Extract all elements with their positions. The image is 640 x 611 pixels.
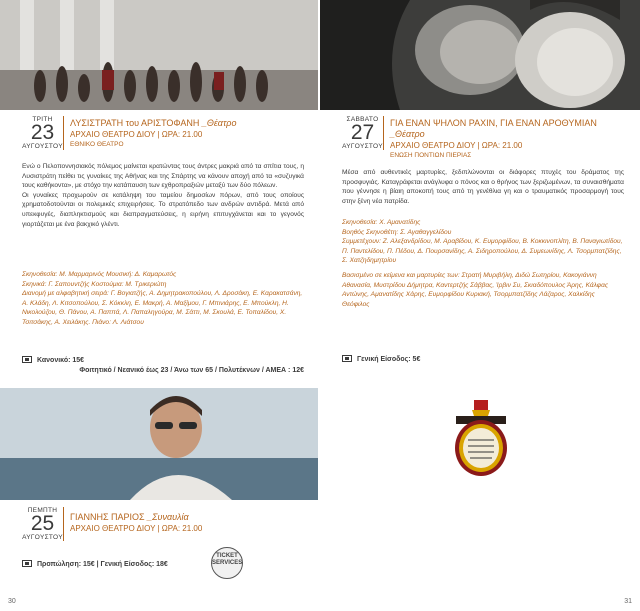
event2-date — [22, 507, 64, 541]
ticket-services-logo: TICKET SERVICES — [211, 547, 243, 579]
event1-ticket-regular: Κανονικό: 15€ — [36, 357, 85, 364]
event3-tickets — [342, 355, 542, 363]
event1-title-line — [70, 118, 310, 129]
event1-ticket-reduced: Φοιτητικό / Νεανικό έως 23 / Άνω των 65 / Πολυτέκνων / ΑΜΕΑ : 12€ — [79, 367, 304, 374]
refugee-illustration-photo — [320, 0, 640, 110]
event3-director: Σκηνοθεσία: Χ. Αμανατίδης — [342, 219, 421, 226]
event2-tickets — [22, 560, 212, 568]
event1-credits-line2: Σκηνικά: Γ. Σαπουντζής Κοστούμια: Μ. Τρικεριώτη — [22, 280, 167, 288]
event3-genre: _Θέατρο — [390, 129, 425, 139]
event3-company: ΕΝΩΣΗ ΠΟΝΤΙΩΝ ΠΙΕΡΙΑΣ — [390, 152, 472, 159]
refugee-illustration — [320, 0, 640, 110]
event2-title-line — [70, 512, 310, 523]
event3-description — [342, 168, 624, 206]
event3-credits — [342, 218, 624, 309]
event1-credits — [22, 270, 304, 328]
event2-dow: ΠΕΜΠΤΗ — [27, 507, 58, 514]
event1-genre: _Θέατρο — [201, 118, 237, 128]
event3-cast: Συμμετέχουν: Ζ. Αλεξανδρίδου, Μ. Αραβίδου, Κ. Ευμορφίδου, Β. Κοκκινοπλίτη, Β. Παναγιωτίδου, Π. Παντελίδου, Π. Πέδου, Δ. Πουρσανίδης, Α. Σιδηροπούλου, Δ. Συμεωνίδης, Λ. Τσορμπατζίδης, Σ. Χατζηδημητρίου — [342, 238, 623, 265]
event3-venue: ΑΡΧΑΙΟ ΘΕΑΤΡΟ ΔΙΟΥ | ΩΡΑ: 21.00 — [390, 141, 523, 150]
event1-credits-line1: Σκηνοθεσία: Μ. Μαρμαρινός Μουσική: Δ. Καμαρωτός — [22, 271, 177, 278]
lysistrata-cast-photo — [0, 0, 318, 110]
event1-paragraph1: Ενώ ο Πελοποννησιακός πόλεμος μαίνεται κρατώντας τους άντρες μακριά από τα σπίτια τους, η Λυσιστράτη πείθει τις γυναίκες της Αθήνας και της Σπάρτης να κάνουν αποχή από τα «συζυγικά τους καθήκοντα», με στόχο την κατάπαυση των εχθροπραξιών μεταξύ των δύο πόλεων. — [22, 163, 304, 190]
event1-cast: Διανομή με αλφαβητική σειρά: Γ. Βογιατζής, Α. Δημητρακοπούλου, Λ. Δροσάκη, Ε. Καρακατσάνη, Α. Κλάδη, Λ. Κιτσοπούλου, Σ. Κόκκλη, Ε. Μακρή, Α. Μαξίμου, Γ. Μπινιάρης, Ε. Μπούκλη, Η. Νικολούζου, Θ. Πάνου, Α. Παππά, Λ. Παπαληγούρα, Μ. Σάττι, Μ. Σκουλά, Ε. Τοπαλίδου, Χ. Τσιτσάκης, Α. Χειλάκης. Πιάνο: Λ. Λιάτσου — [22, 290, 303, 326]
left-page-number: 30 — [8, 598, 16, 605]
event1-tickets — [22, 356, 304, 374]
event2-ticket-text: Προπώληση: 15€ | Γενική Είσοδος: 18€ — [36, 561, 168, 568]
event1-venue: ΑΡΧΑΙΟ ΘΕΑΤΡΟ ΔΙΟΥ | ΩΡΑ: 21.00 — [70, 130, 203, 139]
event3-month: ΑΥΓΟΥΣΤΟΥ — [342, 143, 383, 150]
event3-title: ΓΙΑ ΕΝΑΝ ΨΗΛΟΝ ΡΑΧΙΝ, ΓΙΑ ΕΝΑΝ ΑΡΟΘΥΜΙΑΝ — [390, 118, 597, 128]
event2-title: ΓΙΑΝΝΗΣ ΠΑΡΙΟΣ — [70, 512, 145, 522]
event3-date — [342, 116, 384, 150]
event1-date — [22, 116, 64, 150]
event3-paragraph: Μέσα από αυθεντικές μαρτυρίες, ξεδιπλώνονται οι διάφορες πτυχές του δράματος της προσφυγιάς. Καταγράφεται ανάγλυφα ο πόνος και ο θρήνος των ξεριζωμένων, τα συναισθήματα που γέννησε η βίαιη αποκοπή τους από τη γενέθλια γη και ο τραυματικός προσαρμογή τους στην ξένη νέα πατρίδα. — [342, 169, 624, 205]
event1-title: ΛΥΣΙΣΤΡΑΤΗ του ΑΡΙΣΤΟΦΑΝΗ — [70, 118, 200, 128]
pontian-union-emblem — [452, 400, 510, 478]
event1-ticket-regular-row — [22, 356, 304, 364]
event2-header — [70, 512, 310, 534]
ticket-icon — [22, 560, 32, 567]
right-page — [320, 0, 640, 611]
ticket-icon — [22, 356, 32, 363]
event1-month: ΑΥΓΟΥΣΤΟΥ — [22, 143, 63, 150]
event3-ticket-text: Γενική Είσοδος: 5€ — [356, 356, 421, 363]
event2-venue: ΑΡΧΑΙΟ ΘΕΑΤΡΟ ΔΙΟΥ | ΩΡΑ: 21.00 — [70, 524, 203, 533]
event1-dow: ΤΡΙΤΗ — [32, 116, 53, 123]
event3-header — [390, 118, 630, 160]
event2-day: 25 — [30, 512, 55, 535]
event1-paragraph2: Οι γυναίκες προχωρούν σε κατάληψη του ταμείου δημοσίων πόρων, από τους οποίους χρηματοδοτούνται οι πολεμικές επιχειρήσεις. Το στρατόπεδο των ανδρών αντιδρά. Μετά από υπεκφυγές, διαπληκτισμούς και διαπραγματεύσεις, η ειρήνη επιτυγχάνεται και το γεγονός γιορτάζεται με ένα βακχικό γλέντι. — [22, 191, 304, 228]
event1-header — [70, 118, 310, 149]
emblem-seal-icon — [452, 400, 510, 478]
event2-genre: _Συναυλία — [147, 512, 189, 522]
parios-photo-illustration — [0, 388, 318, 500]
cast-photo-illustration — [0, 0, 318, 110]
event2-month: ΑΥΓΟΥΣΤΟΥ — [22, 534, 63, 541]
parios-photo — [0, 388, 318, 500]
event1-day: 23 — [30, 121, 55, 144]
event3-day: 27 — [350, 121, 375, 144]
event1-company: ΕΘΝΙΚΟ ΘΕΑΤΡΟ — [70, 141, 124, 148]
event3-sources: Βασισμένο σε κείμενα και μαρτυρίες των: Στρατή Μυριβήλη, Διδώ Σωτηρίου, Κακογιάννη Αθανασία, Μυστρίδου Δήμητρα, Καντερτζής Σάββας, Ίρβιν Συ, Σκιαδόπουλος Άρης, Κάλφας Αντώνης, Αμανατίδης Χάρης, Ευμορφίδου Κυριακή, Τσορμπατζίδης Λάζαρος, Χαλκίδης Θεόφιλος — [342, 271, 609, 308]
event3-title-line — [390, 118, 630, 140]
event3-dow: ΣΑΒΒΑΤΟ — [346, 116, 379, 123]
event1-description — [22, 162, 304, 229]
ticket-icon — [342, 355, 352, 362]
right-page-number: 31 — [624, 598, 632, 605]
event3-assistant: Βοηθός Σκηνοθέτη: Σ. Αγαθαγγελίδου — [342, 228, 452, 236]
